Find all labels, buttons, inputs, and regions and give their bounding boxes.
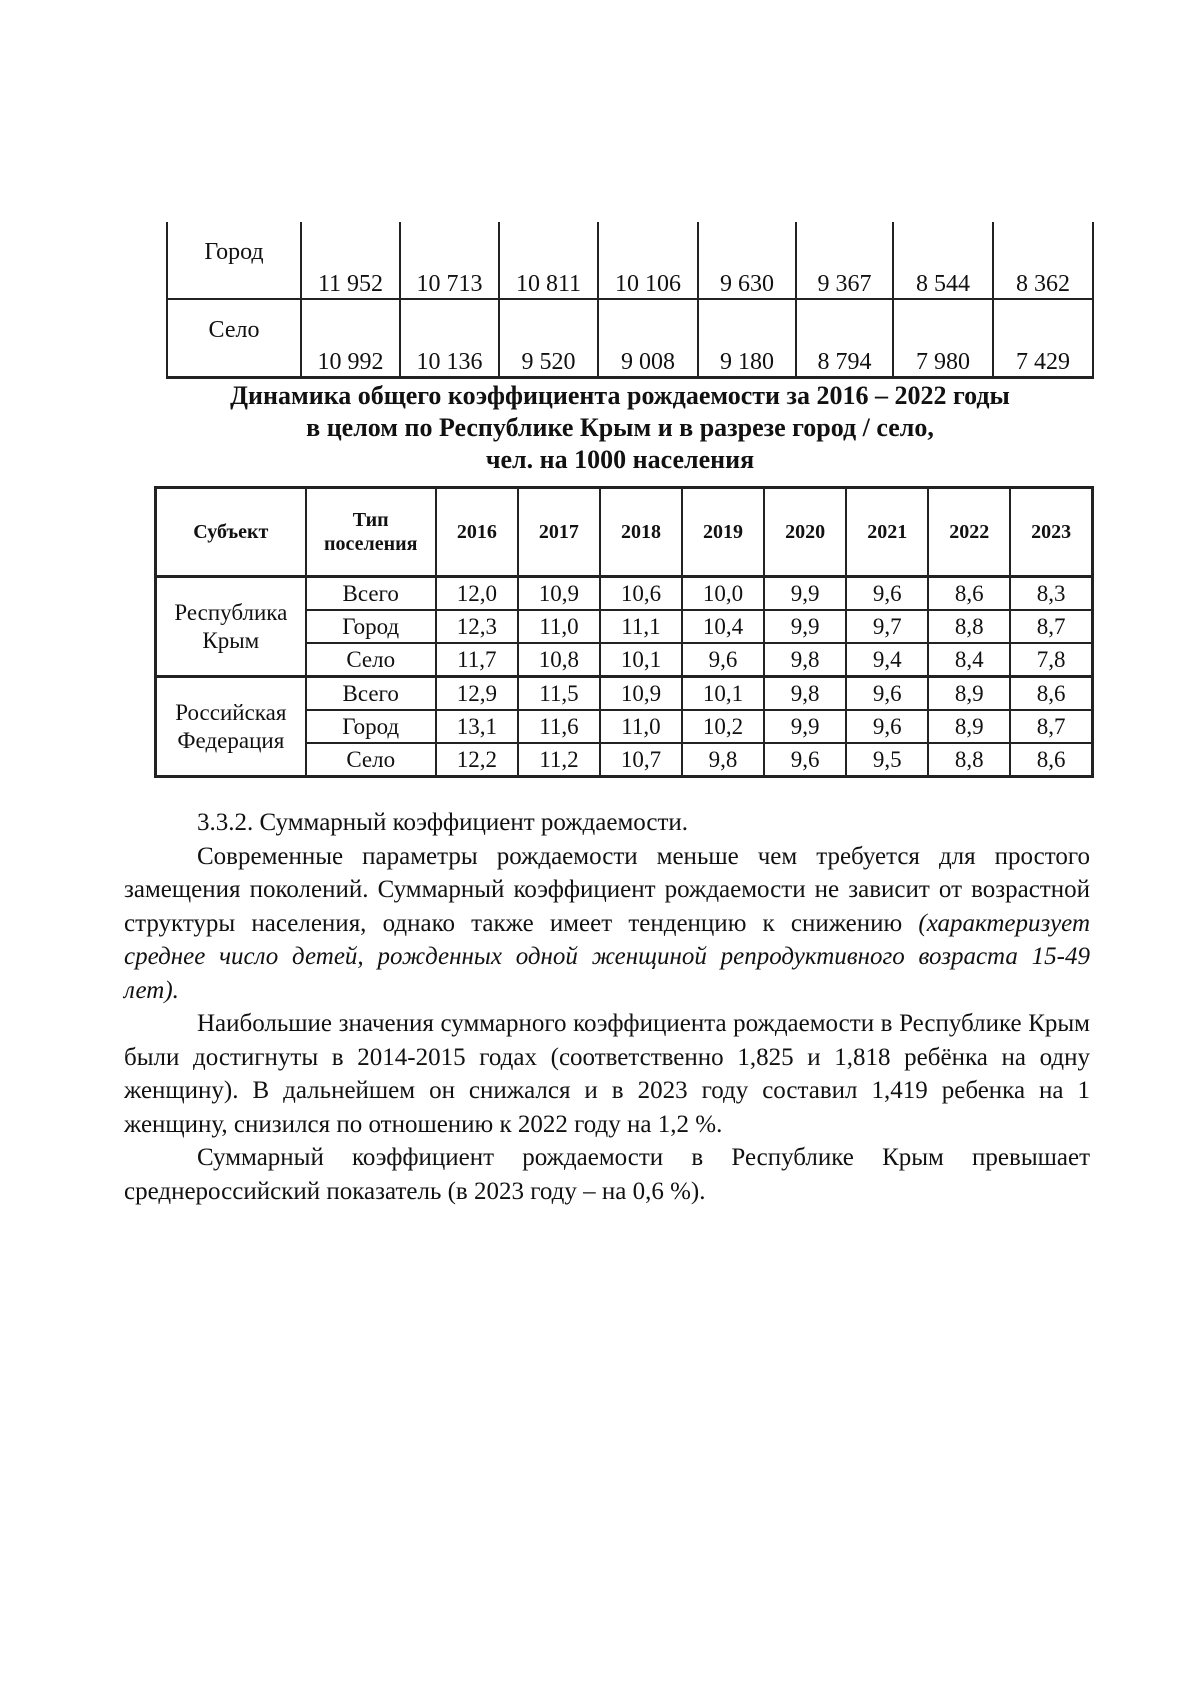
table-cell: 7 429 [993,299,1093,378]
table-cell: 8 544 [893,222,993,299]
settlement-type-cell: Село [306,643,436,677]
subject-cell: Республика Крым [156,577,306,677]
paragraph: Наибольшие значения суммарного коэффициента рождаемости в Республике Крым были достигнуты в 2014-2015 годах (соответственно 1,825 и 1,818 ребёнка на одну женщину). В дальнейшем он снижался и в 2023 году составил 1,419 ребенка на 1 женщину, снизился по отношению к 2022 году на 1,2 %. [124,1010,1090,1138]
table-row [156,577,1093,611]
table-cell: 10 136 [400,299,499,378]
header-year: 2019 [682,488,764,577]
table-cell: 10,9 [600,677,682,711]
table-cell: 9,6 [846,577,928,611]
settlement-type-cell: Город [306,610,436,643]
table-cell: 9,9 [764,610,846,643]
table-cell: 10 811 [499,222,598,299]
table-cell: 8 362 [993,222,1093,299]
birth-rate-table [154,486,1094,778]
table-cell: 10,4 [682,610,764,643]
table-cell: 12,2 [436,743,518,777]
settlement-type-cell: Всего [306,577,436,611]
table-cell: 9,6 [682,643,764,677]
header-settlement-type: Тип поселения [306,488,436,577]
table-cell: 9,9 [764,710,846,743]
title-line-1: Динамика общего коэффициента рождаемости за 2016 – 2022 годы [230,381,1010,410]
table-cell: 12,3 [436,610,518,643]
table-cell: 10,8 [518,643,600,677]
settlement-type-cell: Село [306,743,436,777]
table-cell: 8,3 [1010,577,1092,611]
header-year: 2021 [846,488,928,577]
population-table-continuation [166,222,1094,379]
table-cell: 9,8 [764,677,846,711]
table-cell: 11,1 [600,610,682,643]
table-cell: 8,4 [928,643,1010,677]
table-cell: 11,5 [518,677,600,711]
table-cell: 10 992 [301,299,400,378]
table-cell: 12,0 [436,577,518,611]
header-year: 2016 [436,488,518,577]
header-year: 2018 [600,488,682,577]
table-cell: 8,7 [1010,710,1092,743]
table-cell: 9 520 [499,299,598,378]
table-row [167,299,1093,378]
settlement-type-cell: Город [306,710,436,743]
table-title [150,380,1090,476]
table-cell: 10,7 [600,743,682,777]
table-cell: 9 630 [698,222,796,299]
table-cell: 8,7 [1010,610,1092,643]
header-year: 2020 [764,488,846,577]
title-line-3: чел. на 1000 населения [485,445,755,474]
table-cell: 8,8 [928,610,1010,643]
settlement-type-cell: Всего [306,677,436,711]
header-year: 2023 [1010,488,1092,577]
table-cell: 12,9 [436,677,518,711]
subject-cell: Российская Федерация [156,677,306,777]
table-cell: 9,4 [846,643,928,677]
table-cell: 9,6 [846,710,928,743]
header-year: 2017 [518,488,600,577]
table-cell: 11 952 [301,222,400,299]
paragraph-italic-text: (характеризует среднее число детей, рожденных одной женщиной репродуктивного возраста 15-49 лет). [124,909,1090,1004]
table-cell: 11,2 [518,743,600,777]
header-row [156,488,1093,577]
table-cell: 8,9 [928,710,1010,743]
table-cell: 10 106 [598,222,698,299]
table-cell: 7,8 [1010,643,1092,677]
row-label: Город [167,222,301,299]
table-cell: 10,1 [600,643,682,677]
table-cell: 7 980 [893,299,993,378]
table-cell: 9 367 [796,222,893,299]
table-cell: 9,7 [846,610,928,643]
table-cell: 8,6 [1010,743,1092,777]
table-cell: 10,2 [682,710,764,743]
table-cell: 9,5 [846,743,928,777]
table-cell: 9,6 [846,677,928,711]
table-cell: 9,8 [764,643,846,677]
table-cell: 13,1 [436,710,518,743]
table-cell: 11,7 [436,643,518,677]
table-cell: 9,6 [764,743,846,777]
table-cell: 10 713 [400,222,499,299]
table-cell: 11,0 [600,710,682,743]
table-cell: 10,1 [682,677,764,711]
header-subject: Субъект [156,488,306,577]
table-cell: 10,6 [600,577,682,611]
table-cell: 11,0 [518,610,600,643]
header-year: 2022 [928,488,1010,577]
table-cell: 8,6 [928,577,1010,611]
title-line-2: в целом по Республике Крым и в разрезе город / село, [306,413,934,442]
table-cell: 8,8 [928,743,1010,777]
paragraph [124,840,1090,1008]
table-cell: 9,8 [682,743,764,777]
row-label: Село [167,299,301,378]
table-cell: 8,9 [928,677,1010,711]
body-text [124,806,1090,1208]
section-heading: 3.3.2. Суммарный коэффициент рождаемости. [197,809,689,836]
paragraph-text: Современные параметры рождаемости меньше чем требуется для простого замещения поколений. Суммарный коэффициент рождаемости не зависит от возрастной структуры населения, однако также имеет тенденцию к снижению [124,842,1090,937]
table-cell: 9 180 [698,299,796,378]
table-cell: 8,6 [1010,677,1092,711]
table-row [156,677,1093,711]
table-row [167,222,1093,299]
table-cell: 10,0 [682,577,764,611]
table-cell: 9 008 [598,299,698,378]
table-cell: 8 794 [796,299,893,378]
table-cell: 11,6 [518,710,600,743]
table-cell: 10,9 [518,577,600,611]
table-cell: 9,9 [764,577,846,611]
paragraph: Суммарный коэффициент рождаемости в Республике Крым превышает среднероссийский показатель (в 2023 году – на 0,6 %). [124,1144,1090,1205]
